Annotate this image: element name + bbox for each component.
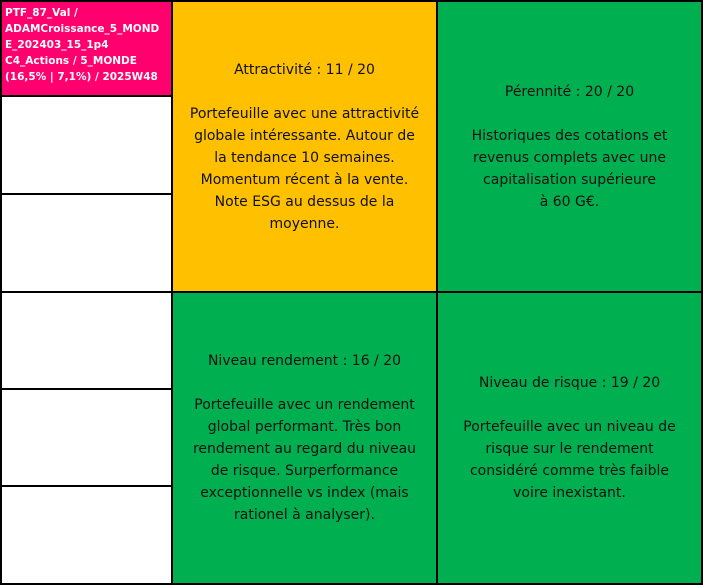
- empty-cell-2: [0, 193, 173, 293]
- empty-cell-1: [0, 95, 173, 195]
- empty-cell-4: [0, 388, 173, 487]
- risque-heading: Niveau de risque : 19 / 20: [478, 375, 661, 391]
- rendement-heading: Niveau rendement : 16 / 20: [207, 353, 402, 369]
- rendement-description: Portefeuille avec un rendement global performant. Très bon rendement au regard du niveau de risque. Surperformance exceptionnelle vs index (mais rationel à analyser).: [192, 397, 417, 523]
- risque-panel: [436, 291, 703, 585]
- empty-cell-5: [0, 485, 173, 585]
- portfolio-title: PTF_87_Val / ADAMCroissance_5_MOND E_202403_15_1p4 C4_Actions / 5_MONDE (16,5% | 7,1%) / 2025W48: [0, 0, 173, 97]
- rendement-panel: [171, 291, 438, 585]
- perennite-description: Historiques des cotations et revenus complets avec une capitalisation supérieure à 60 G€.: [471, 127, 668, 210]
- attractivite-panel: [171, 0, 438, 293]
- empty-cell-3: [0, 291, 173, 390]
- perennite-panel: [436, 0, 703, 293]
- attractivite-description: Portefeuille avec une attractivité globale intéressante. Autour de la tendance 10 semaines. Momentum récent à la vente. Note ESG au dessus de la moyenne.: [189, 105, 420, 232]
- perennite-heading: Pérennité : 20 / 20: [504, 83, 635, 100]
- risque-description: Portefeuille avec un niveau de risque sur le rendement considéré comme très faible voire inexistant.: [463, 419, 676, 501]
- attractivite-heading: Attractivité : 11 / 20: [234, 61, 375, 78]
